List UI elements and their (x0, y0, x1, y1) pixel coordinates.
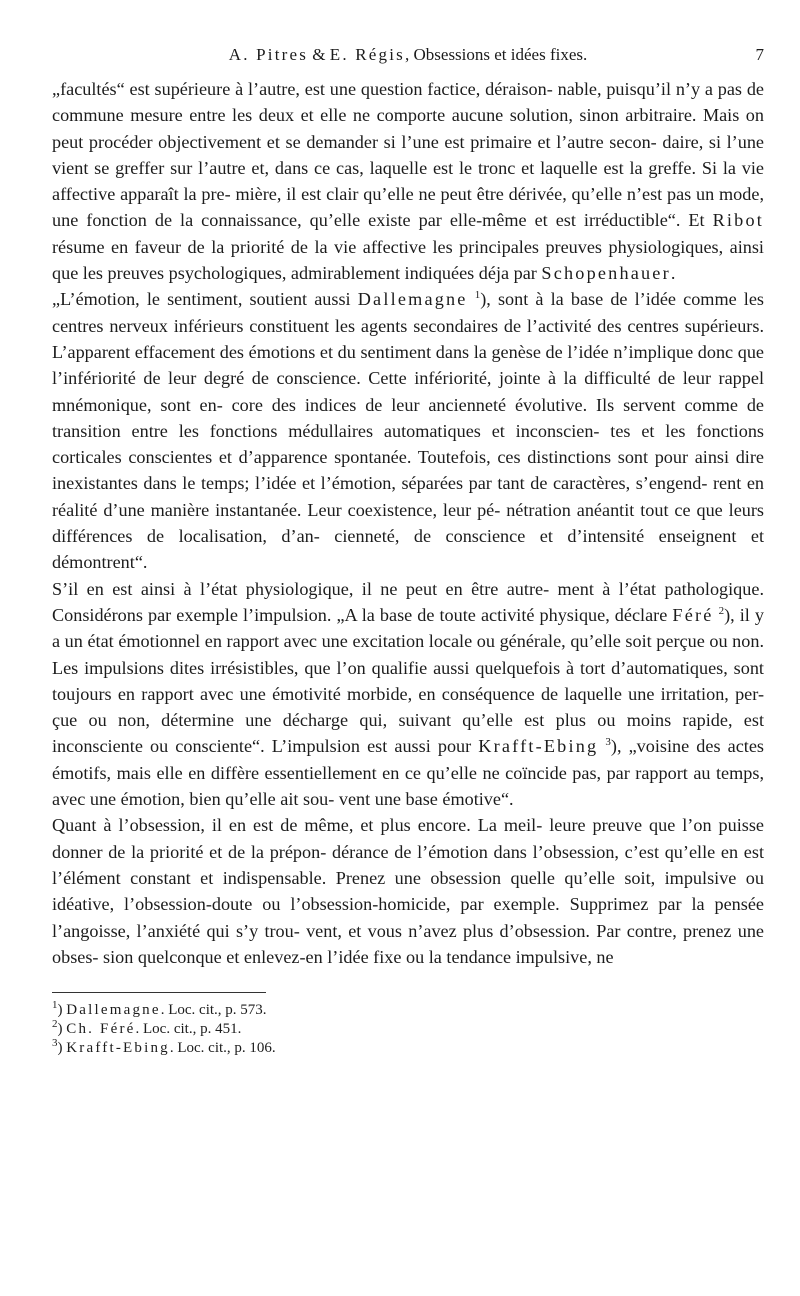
header-book-title: , Obsessions et idées fixes. (405, 45, 588, 64)
footnote-2: $^2$) Ch. Féré. Loc. cit., p. 451. (52, 1018, 242, 1038)
body-text (52, 76, 764, 970)
cited-name: Schopenhauer (541, 263, 671, 284)
footnote-1-mark: 1 (52, 999, 58, 1012)
cited-name: Ribot (712, 210, 764, 231)
cited-name: Féré (672, 604, 714, 625)
footnote-3-mark: 3 (52, 1037, 58, 1050)
text-run: . (670, 263, 676, 284)
header-title-line (229, 45, 588, 64)
header-author-regis: E. Régis (329, 45, 405, 64)
footnote-3-text: . Loc. cit., p. 106. (169, 1040, 276, 1057)
text-run: ), il y a un état émotionnel en rapport avec une excitation locale ou générale, qu’elle soit perçue ou non. Les impulsions dites irrésistibles, que l’on qualifie aussi quelquefois à tort d’automatiques, sont toujours en rapport avec une émotivité morbide, en conséquence de laquelle une irritation, per- çue ou non, détermine une décharge qui, suivant qu’elle est plus ou moins rapide, est inconsciente ou consciente“. L’impulsion est aussi pour (52, 604, 765, 757)
footnote-ref: 1 (474, 289, 481, 302)
page-number: 7 (755, 45, 764, 64)
footnotes (52, 1001, 764, 1058)
paragraph-p3 (52, 576, 764, 813)
paragraph-p4 (52, 812, 764, 970)
footnote-1: $^1$) Dallemagne. Loc. cit., p. 573. (52, 999, 267, 1019)
footnote-2-text: . Loc. cit., p. 451. (135, 1021, 242, 1038)
document-page (52, 40, 764, 1058)
text-run: ), „voisine des actes émotifs, mais elle en diffère essentiellement en ce qu’elle ne coïncide pas, par rapport au temps, avec une émotion, bien qu’elle ait sou- vent une base émotive“. (52, 736, 764, 810)
text-run: S’il en est ainsi à l’état physiologique, il ne peut en être autre- ment à l’état pathologique. Considérons par exemple l’impulsion. „A la base de toute activité physique, déclare (52, 578, 764, 625)
text-run (468, 289, 475, 309)
paragraph-p2 (52, 286, 764, 575)
footnote-3-author: Krafft-Ebing (66, 1040, 170, 1057)
text-run: ), sont à la base de l’idée comme les centres nerveux inférieurs constituent les agents secondaires de l’activité des centres supérieurs. L’apparent effacement des émotions et du sentiment dans la genèse de l’idée n’implique donc que l’infériorité de leur degré de conscience. Cette infériorité, jointe à la difficulté de leur rappel mnémonique, sont en- core des indices de leur ancienneté évolutive. Ils servent comme de transition entre les fonctions médullaires automatiques et inconscien- tes et les fonctions corticales conscientes et d’apparence spontanée. Toutefois, ces distinctions sont pour ainsi dire inexistantes dans le temps; l’idée et l’émotion, séparées par tant de caractères, s’engend- rent en réalité d’une manière instantanée. Leur coexistence, leur pé- nétration anéantit tout ce que leurs différences de localisation, d’an- cienneté, de conscience et d’intensité enseignent et démontrent“. (52, 289, 765, 573)
cited-name: Dallemagne (357, 289, 468, 310)
running-header (52, 40, 764, 70)
footnote-ref: 2 (718, 604, 725, 617)
header-author-pitres: A. Pitres (228, 45, 309, 64)
text-run: résume en faveur de la priorité de la vie affective les principales preuves physiologiques, ainsi que les preuves psychologiques, admirablement indiquées déja par (52, 236, 764, 284)
text-run: „facultés“ est supérieure à l’autre, est une question factice, déraison- nable, puisqu’il n’y a pas de commune mesure entre les deux et elle ne comporte aucune solution, sinon arbitraire. Mais on peut procéder objectivement et se demander si l’une est primaire et l’autre secon- daire, si l’une vient se greffer sur l’autre et, dans ce cas, laquelle est le tronc et laquelle est la greffe. Si la vie affective apparaît la pre- mière, il est clair qu’elle ne peut être dérivée, qu’elle n’est pas un mode, une fonction de la connaissance, qu’elle existe par elle-même et est irréductible“. Et (52, 79, 764, 231)
paragraph-p1 (52, 76, 764, 286)
footnote-3: $^3$) Krafft-Ebing. Loc. cit., p. 106. (52, 1037, 276, 1057)
footnote-2-author: Ch. Féré (66, 1021, 136, 1038)
footnote-1-text: . Loc. cit., p. 573. (160, 1002, 267, 1019)
text-run: Quant à l’obsession, il en est de même, et plus encore. La meil- leure preuve que l’on puisse donner de la priorité et de la prépon- dérance de l’émotion dans l’obsession, c’est qu’elle en est l’élément constant et indispensable. Prenez une obsession quelle qu’elle soit, impulsive ou idéative, l’obsession-doute ou l’obsession-homicide, par exemple. Supprimez par la pensée l’angoisse, l’anxiété qui s’y trou- vent, et vous n’avez plus d’obsession. Par contre, prenez une obses- sion quelconque et enlevez-en l’idée fixe ou la tendance impulsive, ne (52, 815, 764, 967)
text-run: „L’émotion, le sentiment, soutient aussi (52, 289, 358, 310)
footnote-separator (52, 992, 266, 993)
footnote-2-mark: 2 (52, 1018, 58, 1031)
footnote-1-author: Dallemagne (66, 1002, 161, 1019)
footnote-ref: 3 (605, 736, 611, 749)
cited-name: Krafft-Ebing (478, 736, 599, 757)
header-ampersand: & (308, 45, 330, 64)
